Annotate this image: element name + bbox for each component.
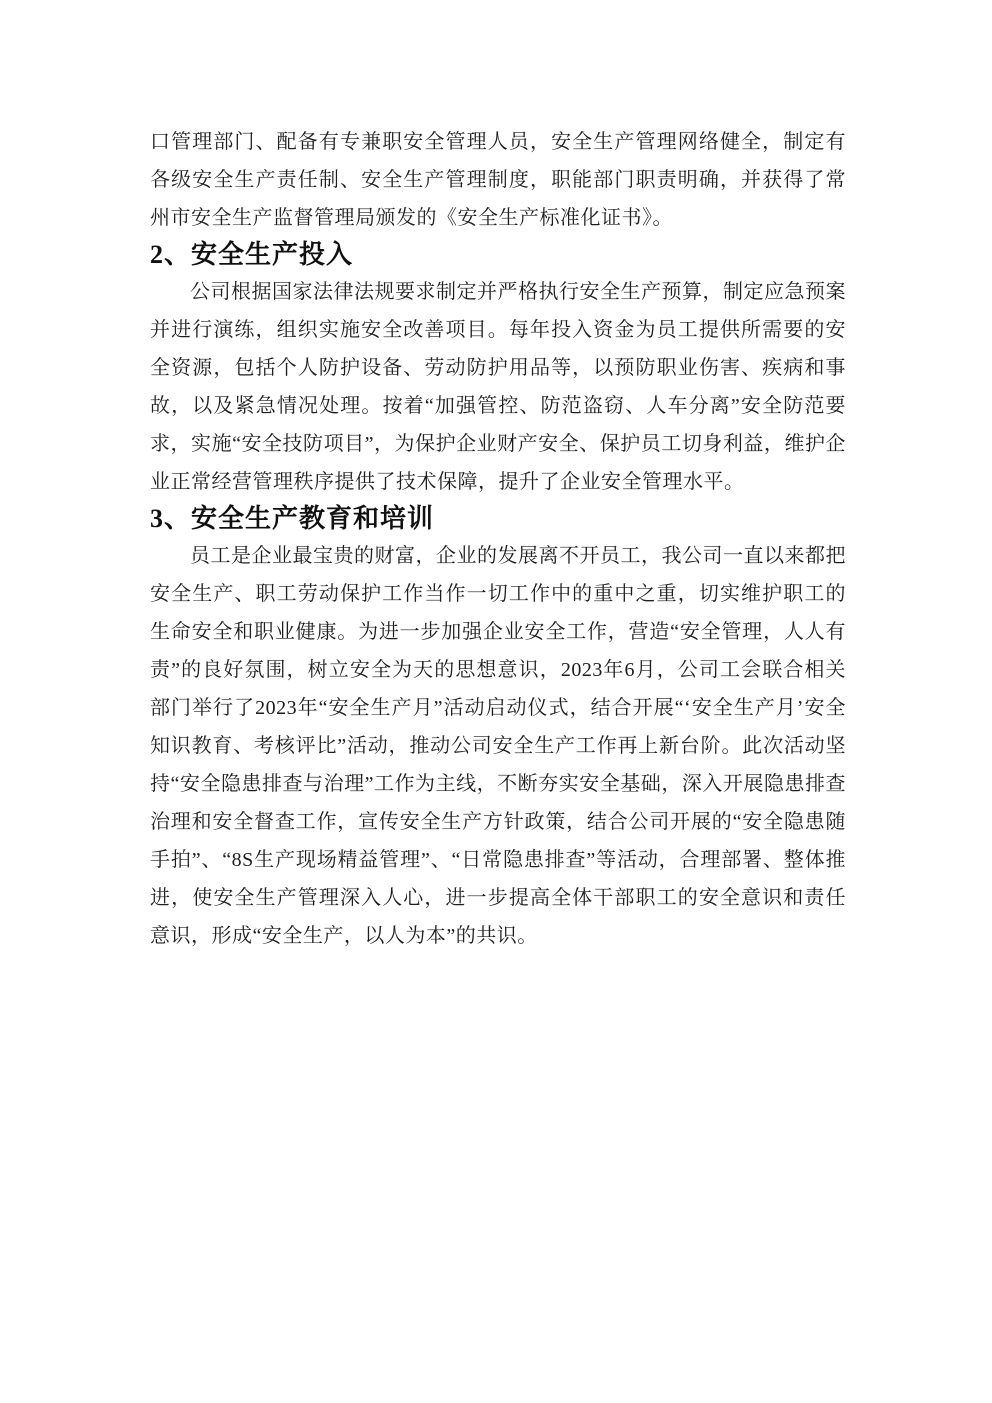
section-heading-safety-investment: 2、安全生产投入 bbox=[150, 240, 354, 269]
section-paragraph-safety-education-training: 员工是企业最宝贵的财富，企业的发展离不开员工，我公司一直以来都把安全生产、职工劳动保护工作当作一切工作中的重中之重，切实维护职工的生命安全和职业健康。为进一步加强企业安全工作，营造“安全管理，人人有责”的良好氛围，树立安全为天的思想意识，2023年6月，公司工会联合相关部门举行了2023年“安全生产月”活动启动仪式，结合开展“‘安全生产月’安全知识教育、考核评比”活动，推动公司安全生产工作再上新台阶。此次活动坚持“安全隐患排查与治理”工作为主线，不断夯实安全基础，深入开展隐患排查治理和安全督查工作，宣传安全生产方针政策，结合公司开展的“安全隐患随手拍”、“8S生产现场精益管理”、“日常隐患排查”等活动，合理部署、整体推进，使安全生产管理深入人心，进一步提高全体干部职工的安全意识和责任意识，形成“安全生产，以人为本”的共识。 bbox=[150, 545, 846, 947]
intro-paragraph: 口管理部门、配备有专兼职安全管理人员，安全生产管理网络健全，制定有各级安全生产责任制、安全生产管理制度，职能部门职责明确，并获得了常州市安全生产监督管理局颁发的《安全生产标准化证书》。 bbox=[150, 131, 846, 229]
section-paragraph-safety-investment: 公司根据国家法律法规要求制定并严格执行安全生产预算，制定应急预案并进行演练，组织实施安全改善项目。每年投入资金为员工提供所需要的安全资源，包括个人防护设备、劳动防护用品等，以预防职业伤害、疾病和事故，以及紧急情况处理。按着“加强管控、防范盗窃、人车分离”安全防范要求，实施“安全技防项目”，为保护企业财产安全、保护员工切身利益，维护企业正常经营管理秩序提供了技术保障，提升了企业安全管理水平。 bbox=[150, 281, 846, 493]
section-heading-safety-education-training: 3、安全生产教育和培训 bbox=[150, 504, 435, 533]
